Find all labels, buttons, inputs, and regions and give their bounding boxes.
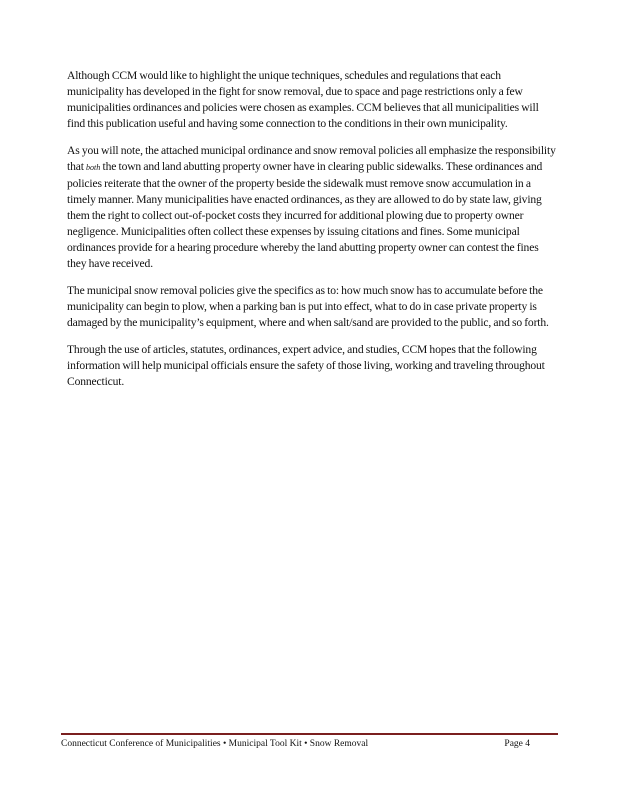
paragraph-policies: The municipal snow removal policies give the specifics as to: how much snow has to accumulate before the municipality can begin to plow, when a parking ban is put into effect, what to do in case private property is damaged by the municipality’s equipment, where and when salt/sand are provided to the public, and so forth. [67,284,549,329]
page-number: Page 4 [504,739,530,749]
paragraph-conclusion: Through the use of articles, statutes, ordinances, expert advice, and studies, CCM hopes that the following information will help municipal officials ensure the safety of those living, working and traveling throughout Connecticut. [67,343,545,388]
body-text [67,68,557,401]
paragraph-responsibility-part1: As you will note, the attached municipal ordinance and snow removal policies all emphasize the responsibility that [67,144,556,173]
paragraph-responsibility-part2: the town and land abutting property owner have in clearing public sidewalks. These ordinances and policies reiterate that the owner of the property beside the sidewalk must remove snow accumulation in a timely manner. Many municipalities have enacted ordinances, as they are allowed to do by state law, giving them the right to collect out-of-pocket costs they incurred for additional plowing due to property owner negligence. Municipalities often collect these expenses by issuing citations and fines. Some municipal ordinances provide for a hearing procedure whereby the land abutting property owner can contest the fines they have received. [67,160,543,270]
paragraph-responsibility [67,143,557,272]
paragraph-intro: Although CCM would like to highlight the unique techniques, schedules and regulations that each municipality has developed in the fight for snow removal, due to space and page restrictions only a few municipalities ordinances and policies were chosen as examples. CCM believes that all municipalities will find this publication useful and having some connection to the conditions in their own municipality. [67,69,539,130]
footer-rule [61,733,558,735]
footer-title: Connecticut Conference of Municipalities • Municipal Tool Kit • Snow Removal [61,739,369,749]
emphasis-both: both [86,163,101,172]
